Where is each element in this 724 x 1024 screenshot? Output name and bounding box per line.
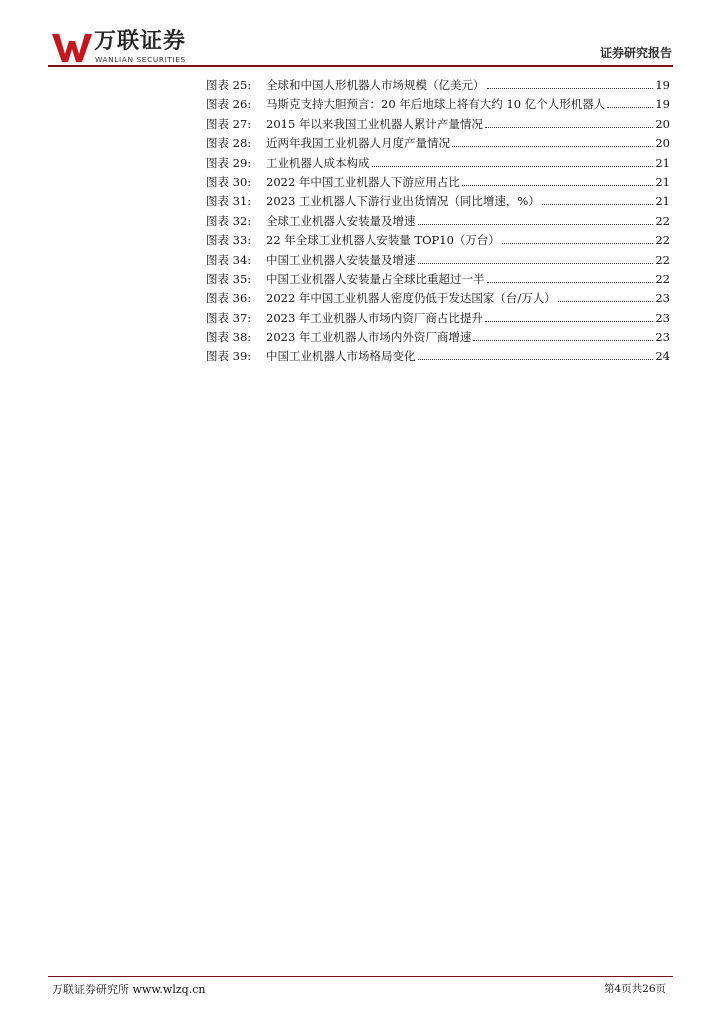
toc-dot-leader bbox=[487, 88, 654, 89]
toc-page-number: 23 bbox=[655, 330, 670, 345]
toc-dot-leader bbox=[473, 340, 653, 341]
toc-figure-title: 中国工业机器人安装量及增速 bbox=[266, 252, 416, 267]
toc-figure-number: 图表 32: bbox=[206, 213, 252, 228]
toc-page-number: 22 bbox=[655, 233, 670, 248]
toc-figure-title: 2015 年以来我国工业机器人累计产量情况 bbox=[266, 116, 483, 131]
toc-figure-title: 2023 年工业机器人市场内外资厂商增速 bbox=[266, 330, 472, 345]
toc-figure-number: 图表 27: bbox=[206, 116, 252, 131]
toc-entry[interactable] bbox=[206, 309, 670, 328]
toc-figure-title: 2023 年工业机器人市场内资厂商占比提升 bbox=[266, 310, 483, 325]
toc-figure-title: 中国工业机器人安装量占全球比重超过一半 bbox=[266, 271, 485, 286]
footer-institute: 万联证券研究所 www.wlzq.cn bbox=[52, 983, 206, 996]
toc-page-number: 20 bbox=[655, 136, 670, 151]
toc-figure-number: 图表 37: bbox=[206, 310, 252, 325]
toc-entry[interactable] bbox=[206, 173, 670, 192]
report-type-label: 证券研究报告 bbox=[599, 46, 672, 60]
toc-figure-title: 中国工业机器人市场格局变化 bbox=[266, 349, 416, 364]
toc-figure-title: 2022 年中国工业机器人下游应用占比 bbox=[266, 174, 460, 189]
toc-page-number: 23 bbox=[655, 310, 670, 325]
toc-entry[interactable] bbox=[206, 76, 670, 95]
page-header bbox=[0, 0, 724, 70]
toc-figure-number: 图表 34: bbox=[206, 252, 252, 267]
toc-dot-leader bbox=[452, 146, 653, 147]
toc-page-number: 23 bbox=[655, 291, 670, 306]
toc-figure-number: 图表 30: bbox=[206, 174, 252, 189]
toc-dot-leader bbox=[487, 282, 654, 283]
wanlian-logo-icon bbox=[50, 32, 94, 64]
toc-dot-leader bbox=[462, 185, 653, 186]
header-divider bbox=[48, 65, 673, 67]
toc-dot-leader bbox=[372, 166, 654, 167]
toc-entry[interactable] bbox=[206, 270, 670, 289]
toc-figure-number: 图表 39: bbox=[206, 349, 252, 364]
logo-chinese-name: 万联证券 bbox=[94, 29, 187, 54]
toc-dot-leader bbox=[485, 321, 653, 322]
toc-entry[interactable] bbox=[206, 115, 670, 134]
toc-page-number: 19 bbox=[655, 78, 670, 92]
toc-entry[interactable] bbox=[206, 251, 670, 270]
toc-page-number: 21 bbox=[655, 194, 670, 209]
toc-figure-title: 马斯克支持大胆预言：20 年后地球上将有大约 10 亿个人形机器人 bbox=[266, 97, 606, 112]
toc-dot-leader bbox=[558, 301, 654, 302]
toc-page-number: 24 bbox=[655, 349, 670, 364]
toc-page-number: 20 bbox=[655, 116, 670, 131]
toc-entry[interactable] bbox=[206, 134, 670, 153]
toc-figure-number: 图表 33: bbox=[206, 233, 252, 248]
toc-page-number: 22 bbox=[655, 271, 670, 286]
toc-dot-leader bbox=[418, 263, 654, 264]
toc-figure-title: 工业机器人成本构成 bbox=[266, 155, 370, 170]
toc-entry[interactable] bbox=[206, 95, 670, 114]
toc-entry[interactable] bbox=[206, 328, 670, 347]
toc-page-number: 22 bbox=[655, 252, 670, 267]
toc-figure-number: 图表 38: bbox=[206, 330, 252, 345]
toc-dot-leader bbox=[542, 204, 654, 205]
toc-dot-leader bbox=[418, 224, 654, 225]
toc-figure-title: 近两年我国工业机器人月度产量情况 bbox=[266, 136, 450, 151]
toc-figure-title: 22 年全球工业机器人安装量 TOP10（万台） bbox=[266, 233, 500, 248]
toc-dot-leader bbox=[418, 359, 654, 360]
toc-entry[interactable] bbox=[206, 347, 670, 366]
toc-figure-number: 图表 28: bbox=[206, 136, 252, 151]
toc-dot-leader bbox=[502, 243, 653, 244]
toc-entry[interactable] bbox=[206, 231, 670, 250]
toc-figure-number: 图表 31: bbox=[206, 194, 252, 209]
toc-figure-number: 图表 36: bbox=[206, 291, 252, 306]
toc-figure-title: 2022 年中国工业机器人密度仍低于发达国家（台/万人） bbox=[266, 291, 556, 306]
toc-page-number: 19 bbox=[655, 97, 670, 112]
toc-figure-title: 全球和中国人形机器人市场规模（亿美元） bbox=[266, 78, 485, 92]
toc-figure-number: 图表 29: bbox=[206, 155, 252, 170]
toc-dot-leader bbox=[607, 107, 653, 108]
toc-figure-number: 图表 25: bbox=[206, 78, 252, 92]
footer-divider bbox=[48, 976, 673, 977]
toc-page-number: 21 bbox=[655, 174, 670, 189]
toc-figure-number: 图表 26: bbox=[206, 97, 252, 112]
logo-english-name: WANLIAN SECURITIES bbox=[95, 55, 186, 64]
toc-entry[interactable] bbox=[206, 289, 670, 308]
figure-list bbox=[206, 76, 670, 367]
toc-figure-number: 图表 35: bbox=[206, 271, 252, 286]
toc-dot-leader bbox=[485, 127, 653, 128]
toc-page-number: 21 bbox=[655, 155, 670, 170]
page-number: 第4页共26页 bbox=[603, 983, 666, 995]
toc-entry[interactable] bbox=[206, 212, 670, 231]
toc-figure-title: 2023 工业机器人下游行业出货情况（同比增速，%） bbox=[266, 194, 540, 209]
toc-figure-title: 全球工业机器人安装量及增速 bbox=[266, 213, 416, 228]
toc-entry[interactable] bbox=[206, 192, 670, 211]
toc-page-number: 22 bbox=[655, 213, 670, 228]
toc-entry[interactable] bbox=[206, 154, 670, 173]
